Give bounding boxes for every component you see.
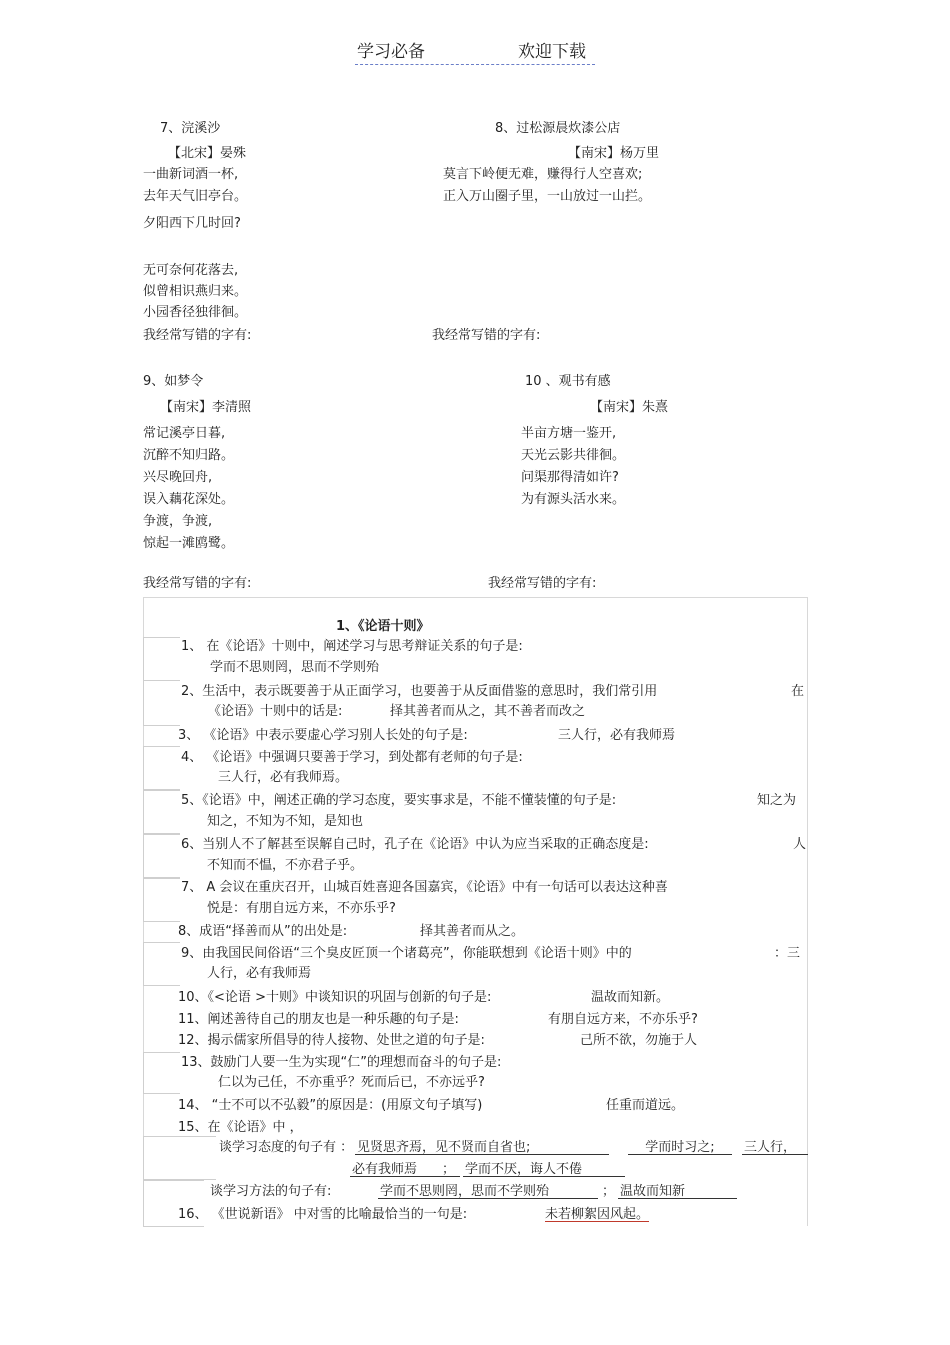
- bracket: [143, 637, 180, 681]
- poem10-title: 10 、观书有感: [525, 374, 611, 389]
- bracket: [143, 746, 180, 790]
- answer-13: 仁以为己任，不亦重乎？死而后已，不亦远乎?: [218, 1075, 485, 1090]
- poem9-title: 9、如梦令: [143, 374, 204, 389]
- question-16: 16、 《世说新语》 中对雪的比喻最恰当的一句是:: [178, 1207, 468, 1222]
- answer-3: 三人行，必有我师焉: [558, 728, 676, 743]
- question-1: 1、 在《论语》十则中，阐述学习与思考辩证关系的句子是:: [181, 639, 523, 654]
- question-9-tail: ：三: [774, 946, 801, 961]
- poem9-author: 【南宋】李清照: [160, 400, 252, 415]
- answer-16: 未若柳絮因风起。: [545, 1207, 650, 1222]
- question-3: 3、 《论语》中表示要虚心学习别人长处的句子是:: [178, 728, 468, 743]
- poem7-line: 无可奈何花落去,: [143, 263, 239, 278]
- poem10-line: 为有源头活水来。: [521, 492, 626, 507]
- answer-8: 择其善者而从之。: [420, 924, 525, 939]
- poem8-author: 【南宋】杨万里: [568, 146, 660, 161]
- question-13: 13、鼓励门人要一生为实现“仁”的理想而奋斗的句子是:: [181, 1055, 502, 1070]
- poem7-author: 【北宋】晏殊: [168, 146, 247, 161]
- question-5: 5、《论语》中，阐述正确的学习态度，要实事求是，不能不懂装懂的句子是:: [181, 793, 617, 808]
- poem10-line: 天光云影共徘徊。: [521, 448, 626, 463]
- mistakes-label: 我经常写错的字有:: [432, 328, 541, 343]
- attitude-answer: 学而不厌，诲人不倦: [463, 1163, 625, 1177]
- attitude-label: 谈学习态度的句子有 ：: [219, 1140, 354, 1155]
- poem10-line: 问渠那得清如许?: [521, 470, 619, 485]
- bracket: [143, 680, 180, 726]
- poem9-line: 沉醉不知归路。: [143, 448, 235, 463]
- question-6: 6、当别人不了解甚至误解自己时，孔子在《论语》中认为应当采取的正确态度是:: [181, 837, 649, 852]
- header-underline: [355, 64, 595, 65]
- bracket: [143, 878, 180, 922]
- bracket: [143, 1136, 216, 1180]
- lunyu-title: 1、《论语十则》: [336, 619, 430, 634]
- poem8-line: 莫言下岭便无难，赚得行人空喜欢;: [443, 167, 643, 182]
- bracket: [143, 834, 180, 878]
- question-8: 8、成语“择善而从”的出处是:: [178, 924, 348, 939]
- bracket: [143, 942, 180, 986]
- answer-5: 知之，不知为不知，是知也: [207, 814, 364, 829]
- poem8-title: 8、过松源晨炊漆公店: [495, 121, 621, 136]
- poem9-line: 兴尽晚回舟,: [143, 470, 213, 485]
- question-9: 9、由我国民间俗语“三个臭皮匠顶一个诸葛亮”，你能联想到《论语十则》中的: [181, 946, 632, 961]
- poem9-line: 误入藕花深处。: [143, 492, 235, 507]
- question-2: 2、生活中，表示既要善于从正面学习，也要善于从反面借鉴的意思时，我们常引用: [181, 684, 658, 699]
- poem10-line: 半亩方塘一鉴开,: [521, 426, 617, 441]
- question-5-tail: 知之为: [757, 793, 797, 808]
- poem10-author: 【南宋】朱熹: [590, 400, 669, 415]
- question-12: 12、揭示儒家所倡导的待人接物、处世之道的句子是:: [178, 1033, 485, 1048]
- poem7-title: 7、浣溪沙: [160, 121, 221, 136]
- question-2-cont: 《论语》十则中的话是:: [208, 704, 343, 719]
- answer-2: 择其善者而从之，其不善者而改之: [390, 704, 586, 719]
- poem9-line: 惊起一滩鸥鹭。: [143, 536, 235, 551]
- attitude-answer: 三人行，: [742, 1141, 808, 1155]
- poem9-line: 常记溪亭日暮,: [143, 426, 226, 441]
- answer-6: 不知而不愠，不亦君子乎。: [207, 858, 364, 873]
- question-2-tail: 在: [791, 684, 805, 699]
- answer-11: 有朋自远方来，不亦乐乎?: [548, 1012, 698, 1027]
- method-label: 谈学习方法的句子有:: [210, 1184, 332, 1199]
- method-separator: ；: [602, 1184, 616, 1199]
- header-left: 学习必备: [357, 42, 425, 62]
- bracket: [143, 790, 180, 834]
- attitude-answer: 见贤思齐焉，见不贤而自省也;: [355, 1141, 609, 1155]
- mistakes-label: 我经常写错的字有:: [143, 328, 252, 343]
- answer-4: 三人行，必有我师焉。: [218, 770, 349, 785]
- header-right: 欢迎下载: [518, 42, 586, 62]
- mistakes-label: 我经常写错的字有:: [488, 576, 597, 591]
- attitude-answer: 学而时习之;: [628, 1141, 732, 1155]
- poem7-line: 一曲新词酒一杯,: [143, 167, 239, 182]
- poem7-line: 夕阳西下几时回?: [143, 216, 241, 231]
- answer-10: 温故而知新。: [591, 990, 670, 1005]
- answer-7: 悦是：有朋自远方来，不亦乐乎?: [207, 901, 396, 916]
- question-10: 10、《<论语 >十则》中谈知识的巩固与创新的句子是:: [178, 990, 492, 1005]
- attitude-answer: 必有我师焉: [350, 1163, 444, 1177]
- poem7-line: 去年天气旧亭台。: [143, 189, 248, 204]
- question-7: 7、 A 会议在重庆召开，山城百姓喜迎各国嘉宾，《论语》中有一句话可以表达这种喜: [181, 880, 668, 895]
- mistakes-label: 我经常写错的字有:: [143, 576, 252, 591]
- question-6-tail: 人: [793, 837, 807, 852]
- answer-1: 学而不思则罔，思而不学则殆: [210, 660, 380, 675]
- answer-9: 人行，必有我师焉: [207, 966, 312, 981]
- poem7-line: 小园香径独徘徊。: [143, 305, 248, 320]
- method-answer: 温故而知新: [618, 1185, 737, 1199]
- question-15: 15、在《论语》中 ，: [178, 1120, 303, 1135]
- answer-12: 己所不欲，勿施于人: [580, 1033, 698, 1048]
- poem8-line: 正入万山圈子里，一山放过一山拦。: [443, 189, 652, 204]
- answer-14: 任重而道远。: [606, 1098, 685, 1113]
- method-answer: 学而不思则罔，思而不学则殆: [378, 1185, 598, 1199]
- poem9-line: 争渡，争渡,: [143, 514, 213, 529]
- question-4: 4、 《论语》中强调只要善于学习，到处都有老师的句子是:: [181, 750, 523, 765]
- question-14: 14、 “士不可以不弘毅”的原因是：(用原文句子填写): [178, 1098, 483, 1113]
- question-11: 11、阐述善待自己的朋友也是一种乐趣的句子是:: [178, 1012, 459, 1027]
- poem7-line: 似曾相识燕归来。: [143, 284, 248, 299]
- attitude-separator: ；: [440, 1163, 460, 1177]
- bracket: [143, 1052, 180, 1094]
